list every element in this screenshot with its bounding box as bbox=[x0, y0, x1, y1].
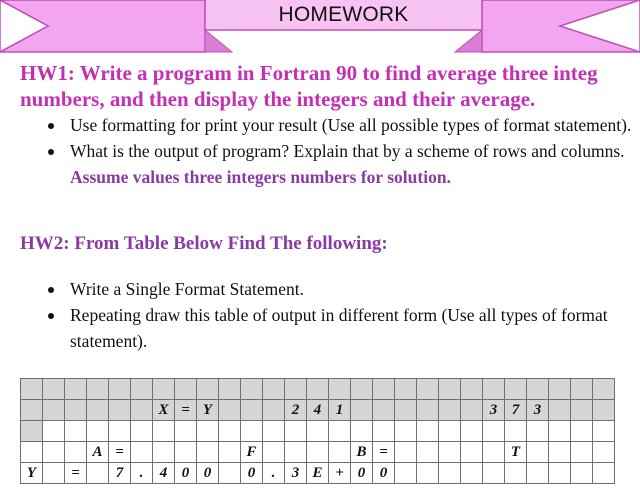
table-cell bbox=[43, 442, 65, 463]
table-cell bbox=[263, 400, 285, 421]
table-cell bbox=[417, 379, 439, 400]
table-cell bbox=[131, 400, 153, 421]
table-cell: 4 bbox=[307, 400, 329, 421]
table-cell bbox=[285, 379, 307, 400]
table-cell: 3 bbox=[527, 400, 549, 421]
table-cell bbox=[43, 463, 65, 484]
table-row bbox=[21, 400, 615, 421]
table-cell: Y bbox=[197, 400, 219, 421]
table-cell: + bbox=[329, 463, 351, 484]
table-cell bbox=[593, 379, 615, 400]
table-cell bbox=[219, 463, 241, 484]
table-cell: = bbox=[109, 442, 131, 463]
table-cell bbox=[307, 421, 329, 442]
table-cell bbox=[65, 442, 87, 463]
table-cell bbox=[439, 400, 461, 421]
table-cell bbox=[395, 463, 417, 484]
table-cell bbox=[439, 421, 461, 442]
hw1-heading-line2: numbers, and then display the integers and their average. bbox=[20, 87, 536, 111]
hw2-bullet-text: Write a Single Format Statement. bbox=[70, 279, 305, 299]
table-cell bbox=[241, 421, 263, 442]
table-cell: 0 bbox=[197, 463, 219, 484]
hw1-bullet-list bbox=[46, 112, 636, 190]
hw1-bullet-item bbox=[46, 138, 636, 190]
table-row bbox=[21, 442, 615, 463]
table-cell: 1 bbox=[329, 400, 351, 421]
table-cell: . bbox=[263, 463, 285, 484]
table-cell bbox=[527, 421, 549, 442]
table-cell bbox=[395, 421, 417, 442]
table-cell bbox=[65, 379, 87, 400]
output-grid-table bbox=[20, 378, 615, 484]
table-cell: A bbox=[87, 442, 109, 463]
table-cell bbox=[263, 442, 285, 463]
table-cell bbox=[153, 421, 175, 442]
hw2-bullet-list bbox=[46, 276, 636, 354]
table-cell bbox=[571, 463, 593, 484]
hw2-heading-text: From Table Below Find The following: bbox=[74, 233, 388, 254]
table-cell bbox=[593, 463, 615, 484]
table-cell: B bbox=[351, 442, 373, 463]
table-cell: 3 bbox=[483, 400, 505, 421]
table-cell: = bbox=[175, 400, 197, 421]
table-cell bbox=[461, 421, 483, 442]
table-cell bbox=[549, 463, 571, 484]
table-cell bbox=[439, 463, 461, 484]
table-cell bbox=[549, 442, 571, 463]
table-cell bbox=[417, 400, 439, 421]
table-cell bbox=[417, 421, 439, 442]
hw1-bullet-text: Use formatting for print your result (Use all possible types of format statement). bbox=[70, 115, 632, 135]
table-cell bbox=[351, 421, 373, 442]
table-cell bbox=[241, 379, 263, 400]
table-cell: 0 bbox=[351, 463, 373, 484]
table-cell bbox=[329, 379, 351, 400]
table-row bbox=[21, 421, 615, 442]
hw2-heading bbox=[20, 232, 388, 256]
table-cell bbox=[219, 400, 241, 421]
table-cell bbox=[197, 421, 219, 442]
table-cell: 0 bbox=[373, 463, 395, 484]
table-cell bbox=[461, 463, 483, 484]
table-cell bbox=[439, 379, 461, 400]
table-cell: X bbox=[153, 400, 175, 421]
table-cell bbox=[65, 400, 87, 421]
table-cell bbox=[417, 463, 439, 484]
table-cell bbox=[153, 442, 175, 463]
table-cell: 7 bbox=[505, 400, 527, 421]
homework-banner bbox=[0, 0, 640, 60]
table-cell bbox=[527, 379, 549, 400]
table-cell bbox=[131, 379, 153, 400]
table-cell bbox=[373, 421, 395, 442]
table-cell bbox=[505, 463, 527, 484]
table-cell bbox=[571, 442, 593, 463]
table-cell: F bbox=[241, 442, 263, 463]
table-cell bbox=[21, 421, 43, 442]
table-cell bbox=[175, 379, 197, 400]
table-cell: = bbox=[373, 442, 395, 463]
table-row bbox=[21, 379, 615, 400]
table-cell bbox=[483, 379, 505, 400]
table-cell bbox=[549, 421, 571, 442]
table-cell: T bbox=[505, 442, 527, 463]
hw1-bullet-item bbox=[46, 112, 636, 138]
hw1-heading-line1: HW1: Write a program in Fortran 90 to find average three integ bbox=[20, 61, 598, 85]
table-cell bbox=[527, 463, 549, 484]
table-cell bbox=[109, 379, 131, 400]
table-cell bbox=[373, 400, 395, 421]
table-cell bbox=[109, 421, 131, 442]
table-cell bbox=[395, 400, 417, 421]
table-cell bbox=[285, 421, 307, 442]
table-cell bbox=[549, 400, 571, 421]
output-grid-body bbox=[21, 379, 615, 484]
table-cell bbox=[571, 379, 593, 400]
table-cell bbox=[351, 379, 373, 400]
table-cell: 3 bbox=[285, 463, 307, 484]
table-cell bbox=[483, 421, 505, 442]
table-cell bbox=[307, 379, 329, 400]
table-cell bbox=[593, 442, 615, 463]
hw2-bullet-item bbox=[46, 302, 636, 354]
table-cell bbox=[527, 442, 549, 463]
hw2-bullet-item bbox=[46, 276, 636, 302]
table-cell bbox=[219, 421, 241, 442]
table-cell: 2 bbox=[285, 400, 307, 421]
table-row bbox=[21, 463, 615, 484]
table-cell bbox=[21, 379, 43, 400]
table-cell bbox=[329, 442, 351, 463]
table-cell bbox=[87, 463, 109, 484]
table-cell bbox=[241, 400, 263, 421]
table-cell bbox=[219, 379, 241, 400]
table-cell: = bbox=[65, 463, 87, 484]
table-cell bbox=[43, 379, 65, 400]
table-cell bbox=[87, 379, 109, 400]
table-cell bbox=[395, 379, 417, 400]
table-cell bbox=[593, 400, 615, 421]
table-cell bbox=[43, 421, 65, 442]
table-cell bbox=[109, 400, 131, 421]
hw1-bullet-emphasis: Assume values three integers numbers for solution. bbox=[70, 167, 451, 187]
table-cell bbox=[153, 379, 175, 400]
table-cell bbox=[285, 442, 307, 463]
table-cell bbox=[395, 442, 417, 463]
table-cell bbox=[219, 442, 241, 463]
table-cell bbox=[417, 442, 439, 463]
table-cell bbox=[131, 442, 153, 463]
table-cell bbox=[549, 379, 571, 400]
table-cell bbox=[483, 442, 505, 463]
table-cell bbox=[571, 421, 593, 442]
table-cell bbox=[351, 400, 373, 421]
table-cell bbox=[87, 421, 109, 442]
table-cell: E bbox=[307, 463, 329, 484]
table-cell: 0 bbox=[175, 463, 197, 484]
table-cell bbox=[483, 463, 505, 484]
table-cell bbox=[197, 379, 219, 400]
table-cell bbox=[571, 400, 593, 421]
banner-title: HOMEWORK bbox=[278, 3, 409, 26]
table-cell bbox=[263, 421, 285, 442]
table-cell bbox=[373, 379, 395, 400]
table-cell bbox=[197, 442, 219, 463]
table-cell bbox=[505, 421, 527, 442]
table-cell bbox=[461, 379, 483, 400]
table-cell: 7 bbox=[109, 463, 131, 484]
table-cell bbox=[43, 400, 65, 421]
table-cell bbox=[461, 442, 483, 463]
table-cell bbox=[131, 421, 153, 442]
table-cell bbox=[21, 400, 43, 421]
table-cell bbox=[175, 421, 197, 442]
table-cell bbox=[505, 379, 527, 400]
table-cell bbox=[307, 442, 329, 463]
table-cell: Y bbox=[21, 463, 43, 484]
table-cell bbox=[439, 442, 461, 463]
table-cell bbox=[65, 421, 87, 442]
table-cell bbox=[329, 421, 351, 442]
table-cell: . bbox=[131, 463, 153, 484]
hw1-bullet-text: What is the output of program? Explain that by a scheme of rows and columns. bbox=[70, 141, 625, 161]
hw2-heading-label: HW2: bbox=[20, 233, 70, 254]
table-cell bbox=[593, 421, 615, 442]
table-cell bbox=[21, 442, 43, 463]
table-cell bbox=[175, 442, 197, 463]
table-cell bbox=[263, 379, 285, 400]
hw1-heading bbox=[20, 60, 598, 112]
hw2-bullet-text: Repeating draw this table of output in different form (Use all types of format statement). bbox=[70, 305, 608, 351]
table-cell bbox=[461, 400, 483, 421]
output-grid-container bbox=[20, 378, 640, 498]
table-cell bbox=[87, 400, 109, 421]
table-cell: 0 bbox=[241, 463, 263, 484]
table-cell: 4 bbox=[153, 463, 175, 484]
